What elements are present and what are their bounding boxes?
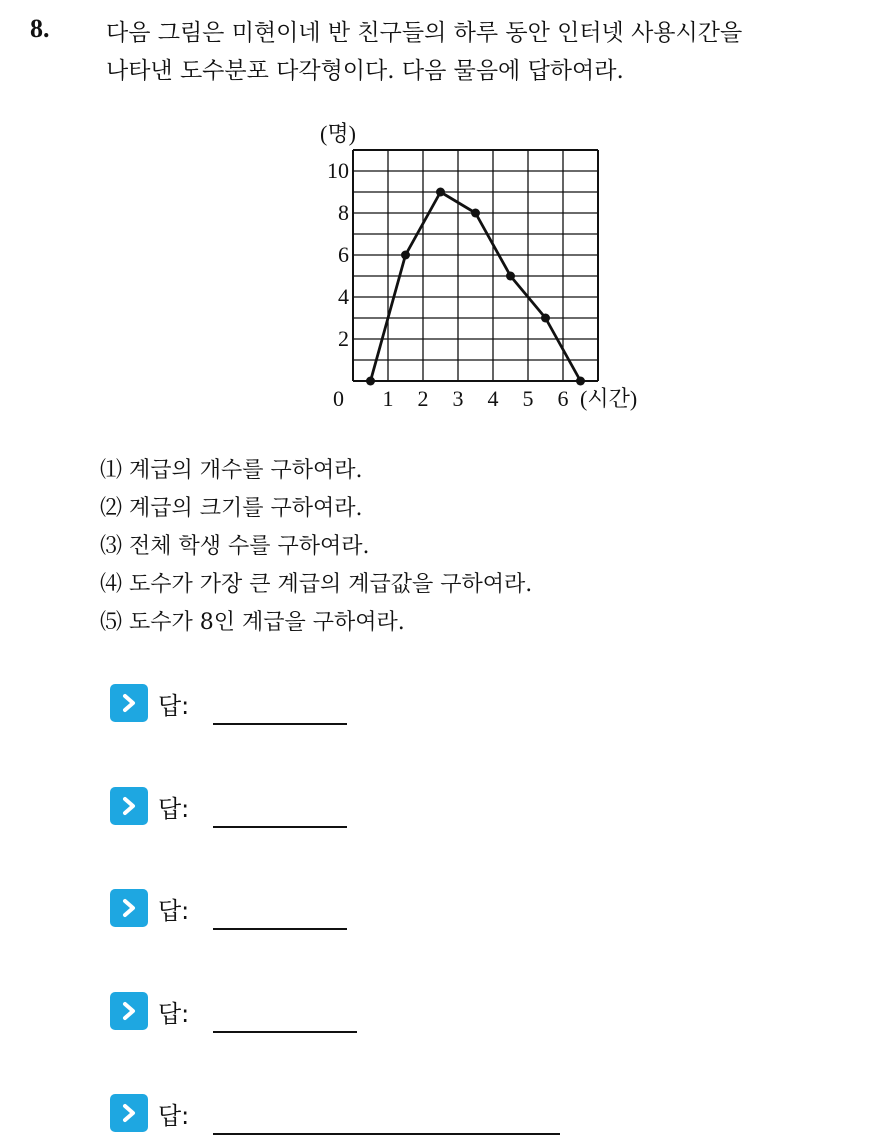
answer-label: 답: xyxy=(158,691,190,720)
subquestion-4: ⑷ 도수가 가장 큰 계급의 계급값을 구하여라. xyxy=(100,572,533,597)
answer-label: 답: xyxy=(158,1101,190,1130)
answer-blank-5[interactable] xyxy=(213,1133,560,1135)
x-tick-label: 1 xyxy=(382,386,394,411)
answer-row-2 xyxy=(110,786,189,826)
data-point xyxy=(366,377,375,386)
subquestion-1: ⑴ 계급의 개수를 구하여라. xyxy=(100,458,363,483)
data-point xyxy=(541,314,550,323)
x-tick-label: 2 xyxy=(417,386,429,411)
subquestion-3: ⑶ 전체 학생 수를 구하여라. xyxy=(100,534,370,559)
y-axis-label: (명) xyxy=(320,121,356,146)
series-line xyxy=(371,192,581,381)
answer-label: 답: xyxy=(158,999,190,1028)
y-tick-label: 4 xyxy=(338,284,349,309)
answer-row-5 xyxy=(110,1093,189,1133)
answer-label: 답: xyxy=(158,896,190,925)
x-tick-label: 4 xyxy=(487,386,499,411)
data-point xyxy=(506,272,515,281)
answer-label: 답: xyxy=(158,794,190,823)
answer-row-4 xyxy=(110,991,189,1031)
x-axis-label: (시간) xyxy=(580,386,638,411)
origin-label: 0 xyxy=(333,386,344,411)
subquestion-5: ⑸ 도수가 8인 계급을 구하여라. xyxy=(100,610,405,635)
answer-row-1 xyxy=(110,683,189,723)
chevron-right-icon xyxy=(110,1094,148,1132)
answer-blank-1[interactable] xyxy=(213,723,347,725)
x-tick-label: 3 xyxy=(452,386,464,411)
chevron-right-icon xyxy=(110,889,148,927)
y-tick-label: 10 xyxy=(327,158,349,183)
x-tick-label: 6 xyxy=(557,386,569,411)
chevron-right-icon xyxy=(110,992,148,1030)
answer-blank-3[interactable] xyxy=(213,928,347,930)
subquestion-list xyxy=(100,452,532,642)
data-point xyxy=(436,188,445,197)
stem-line-2: 나타낸 도수분포 다각형이다. 다음 물음에 답하여라. xyxy=(106,58,624,84)
answer-blank-2[interactable] xyxy=(213,826,347,828)
y-tick-label: 2 xyxy=(338,326,349,351)
y-tick-label: 6 xyxy=(338,242,349,267)
data-point xyxy=(401,251,410,260)
question-stem xyxy=(106,14,876,90)
answer-blank-4[interactable] xyxy=(213,1031,357,1033)
x-tick-label: 5 xyxy=(522,386,534,411)
subquestion-2: ⑵ 계급의 크기를 구하여라. xyxy=(100,496,363,521)
chevron-right-icon xyxy=(110,684,148,722)
frequency-polygon-chart xyxy=(300,115,670,415)
question-number: 8. xyxy=(30,14,50,43)
chevron-right-icon xyxy=(110,787,148,825)
data-point xyxy=(471,209,480,218)
answer-row-3 xyxy=(110,888,189,928)
data-point xyxy=(576,377,585,386)
y-tick-label: 8 xyxy=(338,200,349,225)
stem-line-1: 다음 그림은 미현이네 반 친구들의 하루 동안 인터넷 사용시간을 xyxy=(106,20,743,46)
